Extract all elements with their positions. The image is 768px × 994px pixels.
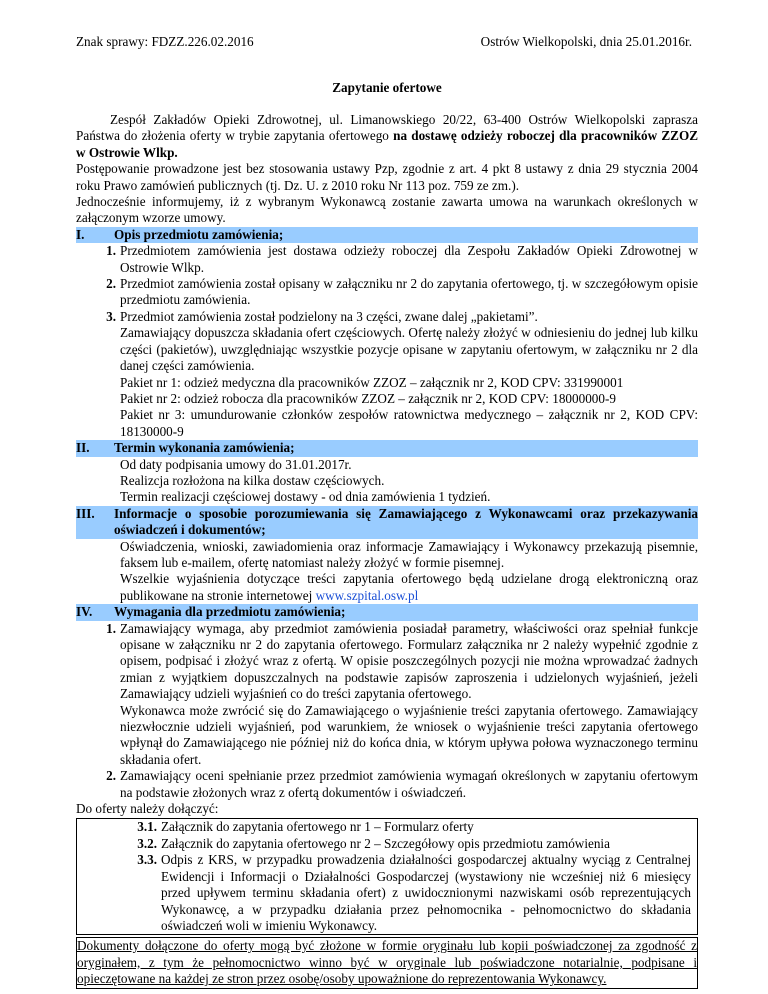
place-date: Ostrów Wielkopolski, dnia 25.01.2016r. bbox=[480, 34, 692, 49]
item-number: 1. bbox=[106, 620, 116, 636]
attachment-item bbox=[77, 819, 697, 835]
attachment-text: Załącznik do zapytania ofertowego nr 1 – Formularz oferty bbox=[161, 819, 474, 835]
item-text: Przedmiotem zamówienia jest dostawa odzieży roboczej dla Zespołu Zakładów Opieki Zdrowotnej w Ostrowie Wlkp. bbox=[120, 243, 698, 275]
attachment-number: 3.2. bbox=[137, 835, 157, 851]
partial-offers-paragraph: Zamawiający dopuszcza składania ofert częściowych. Ofertę należy złożyć w odniesieniu do jednej lub kilku części (pakietów), uwzględniając wszystkie pozycje opisane w zapytaniu ofertowym, w załączniku nr 2 dla danej części zamówienia. bbox=[120, 325, 698, 374]
attachment-item bbox=[77, 852, 697, 934]
attachment-text: Załącznik do zapytania ofertowego nr 2 – Szczegółowy opis przedmiotu zamówienia bbox=[161, 835, 610, 851]
section-number: I. bbox=[76, 226, 85, 242]
documents-note: Dokumenty dołączone do oferty mogą być złożone w formie oryginału lub kopii poświadczonej za zgodność z oryginałem, z tym że pełnomocnictwo winno być w oryginale lub poświadczone notarialnie, podpisane i opieczętowane na każdej ze stron przez osobę/osoby upoważnione do reprezentowania Wykonawcy. bbox=[76, 937, 698, 988]
item-number: 2. bbox=[106, 768, 116, 784]
section-number: III. bbox=[76, 505, 95, 521]
intro-subject: na dostawę odzieży roboczej dla pracowników ZZOZ w Ostrowie Wlkp. bbox=[76, 128, 698, 160]
attachment-number: 3.3. bbox=[137, 852, 157, 868]
item-number: 2. bbox=[106, 276, 116, 292]
item-text: Zamawiający wymaga, aby przedmiot zamówienia posiadał parametry, właściwości oraz spełniał funkcje opisane w załączniku nr 2 do zapytania ofertowego. Formularz załącznika nr 2 należy wypełnić zgodnie z opisem, podpisać i złożyć wraz z ofertą. W opisie poszczególnych pozycji nie można wprowadzać żadnych zmian z wyjątkiem dopuszczalnych na podstawie zapisów zaproszenia i udzielonych wyjaśnień, jeżeli Zamawiający udzieli wyjaśnień co do treści zapytania ofertowego. bbox=[120, 620, 698, 702]
clarifications-paragraph bbox=[76, 571, 698, 604]
section-heading-1 bbox=[76, 227, 698, 243]
section-title: Wymagania dla przedmiotu zamówienia; bbox=[114, 604, 346, 620]
item-text: Zamawiający oceni spełnianie przez przedmiot zamówienia wymagań określonych w zapytaniu ofertowym na podstawie złożonych wraz z ofertą dokumentów i oświadczeń. bbox=[120, 768, 698, 800]
term-line: Od daty podpisania umowy do 31.01.2017r. bbox=[120, 456, 352, 472]
list-item bbox=[76, 621, 698, 703]
contract-paragraph: Jednocześnie informujemy, iż z wybranym Wykonawcą zostanie zawarta umowa na warunkach określonych w załączonym wzorze umowy. bbox=[76, 194, 698, 226]
list-item bbox=[76, 768, 698, 801]
website-link[interactable]: www.szpital.osw.pl bbox=[315, 587, 419, 603]
term-line: Realizcja rozłożona na kilka dostaw częściowych. bbox=[120, 472, 385, 488]
procedure-paragraph: Postępowanie prowadzone jest bez stosowania ustawy Pzp, zgodnie z art. 4 pkt 8 ustawy z dnia 29 stycznia 2004 roku Prawo zamówień publicznych (tj. Dz. U. z 2010 roku Nr 113 poz. 759 ze zm.). bbox=[76, 161, 698, 193]
section-heading-2 bbox=[76, 440, 698, 456]
section-heading-3 bbox=[76, 506, 698, 539]
section-heading-4 bbox=[76, 604, 698, 620]
intro-paragraph bbox=[76, 112, 698, 161]
intro-text: Zespół Zakładów Opieki Zdrowotnej, ul. Limanowskiego 20/22, 63-400 Ostrów Wielkopolski zaprasza Państwa do złożenia oferty w trybie zapytania ofertowego bbox=[76, 112, 698, 144]
package-line: Pakiet nr 1: odzież medyczna dla pracowników ZZOZ – załącznik nr 2, KOD CPV: 331990001 bbox=[120, 374, 624, 390]
item-text: Przedmiot zamówienia został opisany w załączniku nr 2 do zapytania ofertowego, tj. w szczegółowym opisie przedmiotu zamówienia. bbox=[120, 276, 698, 308]
list-item bbox=[76, 309, 698, 325]
communication-paragraph: Oświadczenia, wnioski, zawiadomienia oraz informacje Zamawiający i Wykonawcy przekazują pisemnie, faksem lub e-mailem, ofertę natomiast należy złożyć w formie pisemnej. bbox=[120, 538, 698, 570]
document-header bbox=[76, 34, 698, 50]
term-line: Termin realizacji częściowej dostawy - od dnia zamówienia 1 tydzień. bbox=[120, 489, 491, 505]
package-line: Pakiet nr 2: odzież robocza dla pracowników ZZOZ – załącznik nr 2, KOD CPV: 18000000-9 bbox=[120, 390, 616, 406]
case-number: Znak sprawy: FDZZ.226.02.2016 bbox=[76, 34, 254, 49]
list-item bbox=[76, 276, 698, 309]
section-title: Termin wykonania zamówienia; bbox=[114, 440, 295, 456]
package-line: Pakiet nr 3: umundurowanie członków zespołów ratownictwa medycznego – załącznik nr 2, KOD CPV: 18130000-9 bbox=[120, 407, 698, 439]
item-number: 1. bbox=[106, 243, 116, 259]
document-body bbox=[76, 112, 698, 989]
section-title: Opis przedmiotu zamówienia; bbox=[114, 226, 284, 242]
section-number: II. bbox=[76, 440, 90, 456]
list-item bbox=[76, 243, 698, 276]
attachments-box bbox=[76, 818, 698, 935]
section-number: IV. bbox=[76, 604, 93, 620]
clarification-request-paragraph: Wykonawca może zwrócić się do Zamawiającego o wyjaśnienie treści zapytania ofertowego. Zamawiający niezwłocznie udzieli wyjaśnień, pod warunkiem, że wniosek o wyjaśnienie treści zapytania ofertowego wpłynął do Zamawiającego nie później niż do końca dnia, w którym upływa połowa wyznaczonego terminu składania ofert. bbox=[120, 702, 698, 767]
attachments-heading: Do oferty należy dołączyć: bbox=[76, 801, 219, 817]
document-title: Zapytanie ofertowe bbox=[332, 80, 442, 95]
item-number: 3. bbox=[106, 308, 116, 324]
attachment-text: Odpis z KRS, w przypadku prowadzenia działalności gospodarczej aktualny wyciąg z Centralnej Ewidencji i Informacji o Działalności Gospodarczej (wystawiony nie wcześniej niż 6 miesięcy przed upływem terminu składania ofert) z uwidocznionymi nazwiskami osób reprezentujących Wykonawcę, a w przypadku działania przez pełnomocnika - pełnomocnictwo do składania oświadczeń woli w imieniu Wykonawcy. bbox=[161, 852, 691, 933]
section-title: Informacje o sposobie porozumiewania się Zamawiającego z Wykonawcami oraz przekazywania oświadczeń i dokumentów; bbox=[114, 505, 698, 538]
item-text: Przedmiot zamówienia został podzielony na 3 części, zwane dalej „pakietami”. bbox=[120, 308, 538, 324]
attachment-item bbox=[77, 836, 697, 852]
clarifications-text: Wszelkie wyjaśnienia dotyczące treści zapytania ofertowego będą udzielane drogą elektroniczną oraz publikowane na stronie internetowej bbox=[120, 571, 698, 603]
attachment-number: 3.1. bbox=[137, 819, 157, 835]
